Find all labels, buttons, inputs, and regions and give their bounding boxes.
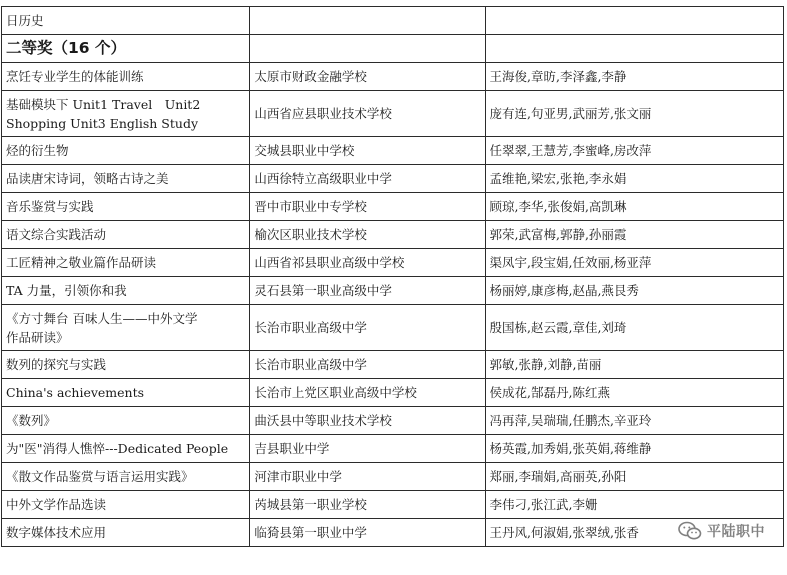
- table-row: [2, 91, 784, 137]
- project-cell: TA 力量，引领你和我: [2, 277, 250, 305]
- authors-cell: 侯成花,郜磊丹,陈红燕: [485, 379, 784, 407]
- table-row: [2, 407, 784, 435]
- authors-cell: 郭敏,张静,刘静,苗丽: [485, 351, 784, 379]
- school-cell: 山西省祁县职业高级中学校: [250, 249, 485, 277]
- authors-cell: 郭荣,武富梅,郭静,孙丽霞: [485, 221, 784, 249]
- school-cell: 灵石县第一职业高级中学: [250, 277, 485, 305]
- watermark-text: 平陆职中: [707, 524, 765, 540]
- project-cell: 语文综合实践活动: [2, 221, 250, 249]
- school-cell: 长治市职业高级中学: [250, 305, 485, 351]
- school-cell: 河津市职业中学: [250, 463, 485, 491]
- project-cell: 中外文学作品选读: [2, 491, 250, 519]
- watermark: [678, 521, 765, 541]
- school-cell: 榆次区职业技术学校: [250, 221, 485, 249]
- school-cell: 临猗县第一职业中学: [250, 519, 485, 547]
- school-cell: 长治市职业高级中学: [250, 351, 485, 379]
- project-line: 《方寸舞台 百味人生——中外文学: [6, 310, 198, 326]
- wechat-icon: [678, 521, 702, 541]
- table-row: [2, 7, 784, 35]
- project-cell: 烃的衍生物: [2, 137, 250, 165]
- authors-cell: 渠凤宇,段宝娟,任效丽,杨亚萍: [485, 249, 784, 277]
- table-row: [2, 165, 784, 193]
- authors-cell: 杨英霞,加秀娟,张英娟,蒋维静: [485, 435, 784, 463]
- authors-cell: 孟维艳,梁宏,张艳,李永娟: [485, 165, 784, 193]
- table-row: [2, 519, 784, 547]
- project-cell: [2, 91, 250, 137]
- authors-cell: 任翠翠,王慧芳,李蜜峰,房改萍: [485, 137, 784, 165]
- table-row: [2, 379, 784, 407]
- authors-cell: 庞有连,句亚男,武丽芳,张文丽: [485, 91, 784, 137]
- award-table: [1, 6, 784, 547]
- authors-cell: 郑丽,李瑞娟,高丽英,孙阳: [485, 463, 784, 491]
- authors-cell: 殷国栋,赵云霞,章佳,刘琦: [485, 305, 784, 351]
- table-row: [2, 305, 784, 351]
- school-cell: 山西徐特立高级职业中学: [250, 165, 485, 193]
- project-cell: 《数列》: [2, 407, 250, 435]
- table-row: [2, 351, 784, 379]
- project-cell: 品读唐宋诗词，领略古诗之美: [2, 165, 250, 193]
- authors-cell: 顾琼,李华,张俊娟,高凯琳: [485, 193, 784, 221]
- project-line: Shopping Unit3 English Study: [6, 115, 199, 131]
- project-line: 作品研读》: [6, 329, 69, 345]
- authors-cell: 王丹风,何淑娟,张翠绒,张香: [485, 519, 784, 547]
- project-cell: [2, 305, 250, 351]
- table-row: [2, 137, 784, 165]
- table-row: [2, 249, 784, 277]
- school-cell: 晋中市职业中专学校: [250, 193, 485, 221]
- table-row: [2, 221, 784, 249]
- school-cell: 芮城县第一职业学校: [250, 491, 485, 519]
- project-cell: 音乐鉴赏与实践: [2, 193, 250, 221]
- school-cell: 交城县职业中学校: [250, 137, 485, 165]
- project-cell: 为"医"消得人憔悴---Dedicated People: [2, 435, 250, 463]
- project-cell: 工匠精神之敬业篇作品研读: [2, 249, 250, 277]
- project-cell: 数列的探究与实践: [2, 351, 250, 379]
- project-cell: 数字媒体技术应用: [2, 519, 250, 547]
- fragment-cell: 日历史: [2, 7, 250, 35]
- school-cell: 山西省应县职业技术学校: [250, 91, 485, 137]
- school-cell: 太原市财政金融学校: [250, 63, 485, 91]
- project-cell: 《散文作品鉴赏与语言运用实践》: [2, 463, 250, 491]
- school-cell: 长治市上党区职业高级中学校: [250, 379, 485, 407]
- table-row: [2, 463, 784, 491]
- section-title: 二等奖（16 个）: [2, 35, 250, 63]
- school-cell: 曲沃县中等职业技术学校: [250, 407, 485, 435]
- table-row: [2, 193, 784, 221]
- authors-cell: 王海俊,章昉,李泽鑫,李静: [485, 63, 784, 91]
- authors-cell: 杨丽婷,康彦梅,赵晶,燕艮秀: [485, 277, 784, 305]
- project-line: 基础模块下 Unit1 Travel Unit2: [6, 96, 201, 112]
- project-cell: 烹饪专业学生的体能训练: [2, 63, 250, 91]
- authors-cell: 冯再萍,吴瑞瑞,任鹏杰,辛亚玲: [485, 407, 784, 435]
- section-header-row: [2, 35, 784, 63]
- table-row: [2, 63, 784, 91]
- table-row: [2, 491, 784, 519]
- school-cell: 吉县职业中学: [250, 435, 485, 463]
- project-cell: China's achievements: [2, 379, 250, 407]
- table-row: [2, 435, 784, 463]
- authors-cell: 李伟刁,张江武,李姗: [485, 491, 784, 519]
- table-row: [2, 277, 784, 305]
